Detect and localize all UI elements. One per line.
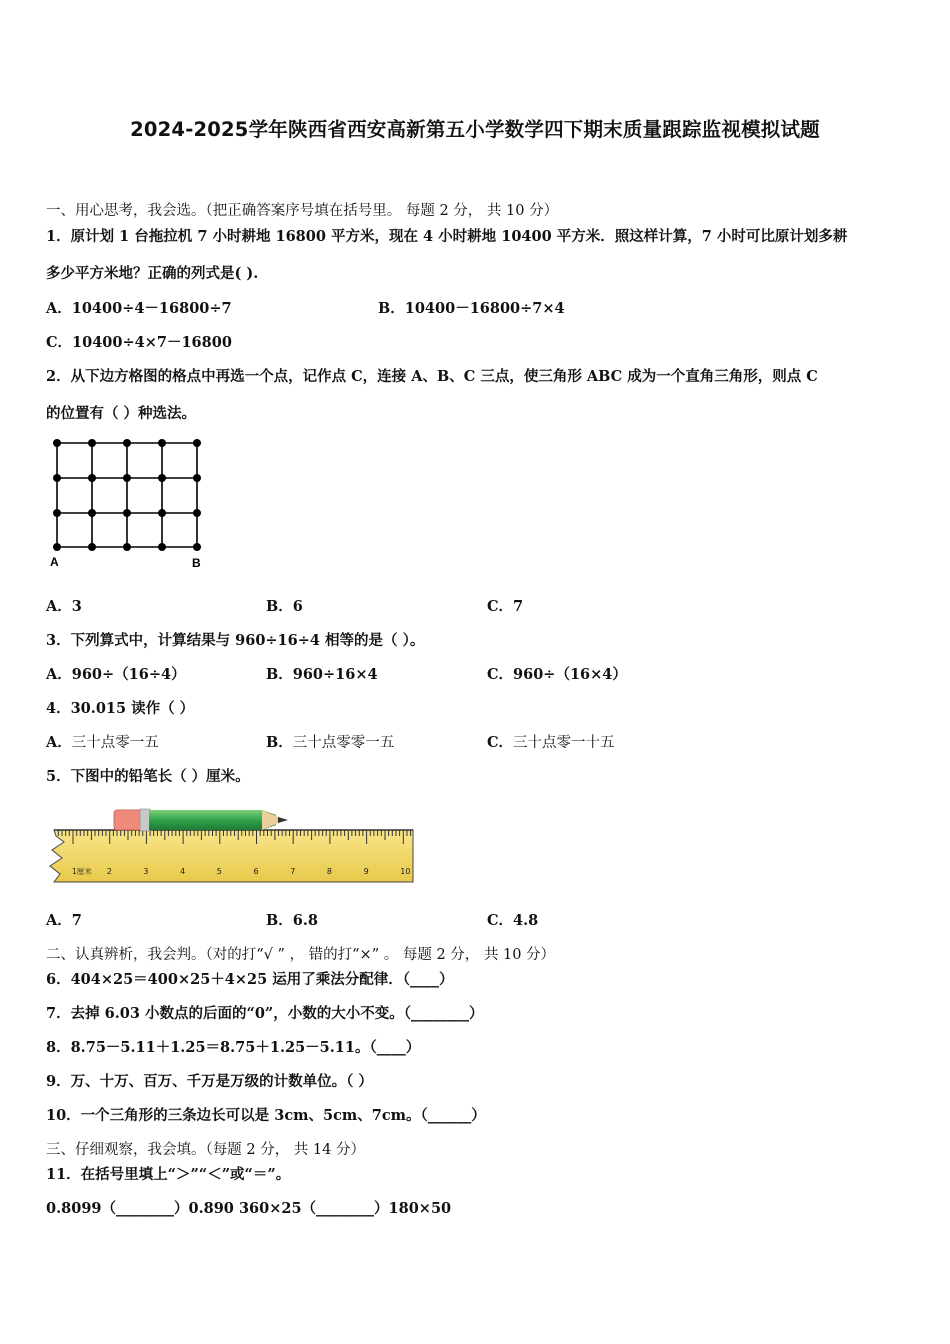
- q5-option-c[interactable]: C．4.8: [487, 912, 539, 929]
- q2-option-a[interactable]: A．3: [46, 598, 82, 615]
- q8: 8．8.75－5.11＋1.25＝8.75＋1.25－5.11。（____）: [46, 1039, 421, 1056]
- q2-line-1: 2．从下边方格图的格点中再选一个点，记作点 C，连接 A、B、C 三点，使三角形 ABC 成为一个直角三角形，则点 C: [46, 368, 818, 385]
- ruler-tick-label: 9: [363, 867, 369, 876]
- ruler-tick-label: 3: [143, 867, 149, 876]
- q3-option-b[interactable]: B．960÷16×4: [266, 666, 378, 683]
- ruler-unit-label: 1厘米: [72, 867, 92, 876]
- page-title: 2024-2025学年陕西省西安高新第五小学数学四下期末质量跟踪监视模拟试题: [130, 118, 820, 141]
- q4-line-1: 4．30.015 读作（ ）: [46, 700, 195, 717]
- q4-option-c-text: 三十点零一十五: [513, 735, 615, 751]
- pencil-ruler-figure: [46, 804, 418, 886]
- point-a-label: A: [50, 555, 59, 569]
- q5-option-b[interactable]: B．6.8: [266, 912, 318, 929]
- q4-option-b[interactable]: [266, 734, 394, 752]
- q4-option-a-prefix: A．: [46, 734, 72, 751]
- q1-option-b[interactable]: B．10400－16800÷7×4: [378, 300, 565, 317]
- q4-option-c-prefix: C．: [487, 734, 514, 751]
- q2-line-2: 的位置有（ ）种选法。: [46, 405, 197, 422]
- section-3-heading: 三、仔细观察，我会填。（每题 2 分， 共 14 分）: [46, 1142, 365, 1158]
- q11-line-1: 11．在括号里填上“＞”“＜”或“＝”。: [46, 1166, 291, 1183]
- q2-option-c[interactable]: C．7: [487, 598, 524, 615]
- q10: 10．一个三角形的三条边长可以是 3cm、5cm、7cm。（______）: [46, 1107, 486, 1124]
- ruler-tick-label: 5: [216, 867, 222, 876]
- q3-line-1: 3．下列算式中，计算结果与 960÷16÷4 相等的是（ ）。: [46, 632, 425, 649]
- ruler-tick-label: 10: [400, 867, 411, 876]
- q3-option-c[interactable]: C．960÷（16×4）: [487, 666, 627, 683]
- point-b-label: B: [192, 556, 201, 570]
- q7: 7．去掉 6.03 小数点的后面的“0”，小数的大小不变。（________）: [46, 1005, 484, 1022]
- q4-option-b-prefix: B．: [266, 734, 293, 751]
- q3-option-a[interactable]: A．960÷（16÷4）: [46, 666, 186, 683]
- q1-line-1: 1．原计划 1 台拖拉机 7 小时耕地 16800 平方米，现在 4 小时耕地 10400 平方米．照这样计算，7 小时可比原计划多耕: [46, 228, 848, 245]
- q4-option-b-text: 三十点零零一五: [292, 735, 395, 751]
- ruler-tick-label: 6: [253, 867, 259, 876]
- q1-option-a[interactable]: A．10400÷4－16800÷7: [46, 300, 232, 317]
- ruler-tick-label: 4: [180, 867, 186, 876]
- q4-option-a[interactable]: [46, 734, 159, 752]
- q1-line-2: 多少平方米地？正确的列式是( ).: [46, 265, 259, 282]
- q5-option-a[interactable]: A．7: [46, 912, 82, 929]
- pencil-body: [149, 810, 262, 830]
- ruler-tick-label: 8: [326, 867, 332, 876]
- section-1-heading: 一、用心思考，我会选。（把正确答案序号填在括号里。 每题 2 分， 共 10 分）: [46, 203, 559, 219]
- ruler-tick-label: 2: [106, 867, 112, 876]
- q11-line-2: 0.8099（________）0.890 360×25（________）180×50: [46, 1200, 452, 1217]
- dot-grid-figure: [40, 432, 220, 577]
- q5-line-1: 5．下图中的铅笔长（ ）厘米。: [46, 768, 250, 785]
- q2-option-b[interactable]: B．6: [266, 598, 303, 615]
- q4-option-c[interactable]: [487, 734, 615, 752]
- q1-option-c[interactable]: C．10400÷4×7－16800: [46, 334, 232, 351]
- q9: 9．万、十万、百万、千万是万级的计数单位。（ ）: [46, 1073, 373, 1090]
- ruler-tick-label: 7: [290, 867, 296, 876]
- q4-option-a-text: 三十点零一五: [71, 735, 159, 751]
- pencil-eraser: [114, 810, 144, 830]
- pencil-ferrule: [140, 809, 150, 831]
- ruler-body: [50, 830, 413, 882]
- q6: 6．404×25＝400×25＋4×25 运用了乘法分配律．（____）: [46, 971, 454, 988]
- section-2-heading: 二、认真辨析，我会判。（对的打“√ ” ， 错的打“×” 。 每题 2 分， 共 10 分）: [46, 947, 556, 963]
